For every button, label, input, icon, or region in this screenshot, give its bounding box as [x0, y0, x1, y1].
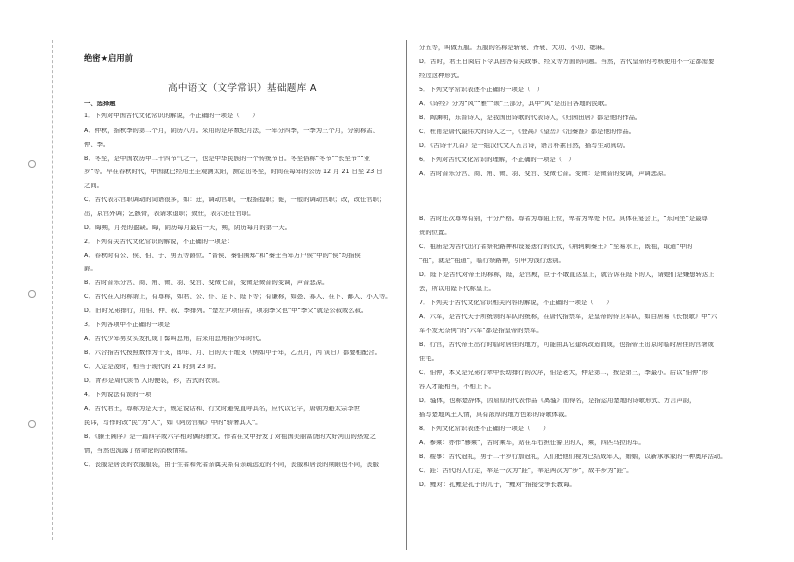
text-line: 分五等，叫做五服。五服的名称是斩衰、齐衰、大功、小功、缌麻。 — [419, 45, 609, 51]
text-line: B．稷事：古代冠礼，男子二十岁行加冠礼，人们把他们视为已结成年人，婚姻，以新承承家的一种奥序活动。 — [419, 454, 727, 460]
text-line: 4．下列说法有误的一项 — [84, 392, 152, 398]
binding-margin — [12, 40, 53, 540]
text-line: A．古代少年男女头发扎成丫髻叫总角，后来用总角指少年时代。 — [84, 336, 266, 342]
text-line: D．旧时兄弟排行，用伯、仲、叔、季排列。“楚左尹项伯者，项羽季父也”中“季父”就是公叔或么叔。 — [84, 308, 368, 314]
text-line: 住宅。 — [419, 356, 438, 362]
text-line: D．古时，君王日阅后下令其回答有关政事、经义等方面的问题。当然，古代皇帝的考核使用不一定都需要 — [419, 59, 715, 65]
text-line: B．行宫，古代帝王出行时临时居住的地方，可能由其它建筑改造而成，也指帝王出京时临时居住的宫署或 — [419, 342, 714, 348]
text-line: 经过这种形式。 — [419, 73, 464, 79]
text-line: B．古时音乐分宫、商、角、徵、羽、变宫、变徵七音，变徵是徵音的变调，声音悲凉。 — [84, 280, 329, 286]
secret-label: 绝密★启用前 — [84, 53, 133, 63]
binding-hole — [28, 160, 36, 168]
text-line: B．陶渊明，东晋诗人，是我国田诗歌的代表诗人，《归园田居》都是他的作品。 — [419, 115, 642, 121]
text-line: D．青衫是周代读书 人的便装，衫，古式的衣领。 — [84, 378, 224, 384]
text-line: C．人定是凌时，相当于现代的 21 时到 23 时。 — [84, 364, 220, 370]
text-line: 爵。 — [84, 266, 97, 272]
text-line: A．春秋时有公、侯、伯、子、男五等爵位。“晋侯、秦伯围郑”和“秦士当年万户侯”中的“侯”均指侯 — [84, 253, 361, 259]
text-line: D．鲤对：孔鲤是孔子的儿子，“鲤对”指接受争长教诲。 — [419, 482, 576, 488]
text-line: 之间。 — [84, 183, 103, 189]
text-line: 5．下列文学常识表述不正确的一项是（ ） — [419, 87, 544, 93]
text-line: 2．下列有关古代文化常识的解说，不正确的一项是： — [84, 239, 234, 245]
text-line: 情，当然也流露了宿命论的消极情绪。 — [84, 448, 192, 454]
binding-hole — [28, 420, 36, 428]
text-line: 8．下列文化常识表述不正确的一项是（ ） — [419, 426, 550, 432]
text-line: 贵的位置。 — [419, 230, 451, 236]
page-title: 高中语文（文学常识）基础题库 A — [168, 83, 317, 94]
text-line: B．古时庄次尊卑有别，十分严格。尊者为尊阻上位，卑者为卑处下位。具体在宴会上，“东向坐”是最尊 — [419, 216, 708, 222]
text-line: C．伯仲，本义是兄弟行辈中长幼排行的次序，伯是老大，仲是第二，按是第三，季最小。后以“伯仲”形 — [419, 370, 708, 376]
text-line: D．骚体，也称楚辞体，因屈原的代表作品《离骚》而得名，是指运用楚地的诗歌形式、方言声韵， — [419, 398, 696, 404]
text-line: 军不发无奈何”的“六军”都是指皇帝的禁军。 — [419, 328, 543, 334]
text-line: C．跬：古代的人行走，举足一次为“跬”，举足两次为“步”，故半步为“跬”。 — [419, 468, 633, 474]
text-line: B．六合指古代按照数作为干支，即年、月、日的天干地支（例如甲子年，乙丑月，丙 寅日）都要相配合。 — [84, 350, 381, 356]
text-line: C．古代在人的称谓上，有尊称，如君、公、仆、足下、陛下等；有谦称，如愚、寡人、在下、鄙人、小人等。 — [84, 294, 392, 300]
text-line: A．古代君王，尊称为是天子，规定说话和、行文时避免直呼其名，应代以它字，唐朝为避太宗李世 — [84, 406, 360, 412]
text-line: 6．下列对古代文化常识的理解，不正确的一项是（ ） — [419, 157, 575, 163]
text-line: 7．下列关于古代文化常识相关内容的解说，不正确的一项是（ ） — [419, 300, 613, 306]
text-line: A．参乘：亦作“骖乘”，古时乘车，站在车右担任警卫的人，乘，四匹马拉的车。 — [419, 440, 645, 446]
text-line: A．仲秋，指秋季的第二个月，阴历八月。采用的是序数纪月法，一年分四季，一季为三个月，分别称孟、 — [84, 128, 379, 134]
text-line: B．冬至，是中国农历中二十四节气之一，也是中华民族的一个传统节日。冬至俗称“冬节”“长至节”“亚 — [84, 156, 371, 162]
text-line: D．陛下是古代对帝王的称称，陛，是宫殿，臣子不敢直达皇上，就告诉在陛下的人，请她们是嫌想转达上 — [419, 272, 715, 278]
text-line: 描写楚地风土人情，具有浓厚的地方色彩的诗歌体裁。 — [419, 412, 571, 418]
text-line: 民讳，写作时改“民”为“人”，如《阿房宫赋》中的“骄奢其人”。 — [84, 420, 262, 426]
text-line: 仲、季。 — [84, 142, 110, 148]
text-line: C．祖庙是为古代出行者祭祀路神和设宴送行的仪式，《荆轲刺秦王》“至易水上，既祖，取道”中的 — [419, 244, 693, 250]
text-line: “祖”，就是“祖道”，临行祭路神，引申为饯行送别。 — [419, 258, 565, 264]
text-line: C．古代表示官职调动的词语很多，如：迁，调动官职，一般指提职；徙，一般的调动官职；改，改任官职； — [84, 197, 386, 203]
text-line: C．杜甫是唐代最伟大的诗人之一，《登高》《望岳》《泊秦淮》都是他的作品。 — [419, 129, 636, 135]
text-line: D．《古诗十九首》是一组汉代文人五言诗，语言朴素自然，描写生动真切。 — [419, 143, 630, 149]
column-divider — [406, 40, 407, 550]
text-line: 容人才能相当，不相上下。 — [419, 384, 495, 390]
text-line: A．六军，是古代天子所统领的军队的统称，在唐代指禁军，是皇帝的侍卫军队，如白居易《长恨歌》中“六 — [419, 314, 718, 320]
text-line: D．晦朔，月亮的盈缺。晦，阴历每月最后一天，朔，阴历每月的第一天。 — [84, 225, 292, 231]
text-line: 去，所以用陛下代称皇上。 — [419, 286, 495, 292]
text-line: A．《诗经》分为“风”“雅”“颂”三部分，其中“风”是出自各地的民歌。 — [419, 101, 611, 107]
text-line: 岁”等。早在春秋时代，中国就已经用土圭观测太阳，测定出冬至，时间在每年的公历 12 月 21 日至 23 日 — [84, 169, 383, 175]
section-heading: 一、选择题 — [84, 101, 116, 107]
text-line: B．《滕王阁序》是一篇四字或六字相对偶的骈文。作者在文中抒发了对祖国美丽富饶的大好河山的热爱之 — [84, 434, 376, 440]
text-line: A．古时音乐分宫、商、角、徵、羽、变宫、变徵七音。变徵：是徵音的变调，声调悲凉。 — [419, 171, 670, 177]
text-line: 出，京官外调；乞骸骨，表请求退职；致仕，表示还任官职。 — [84, 211, 255, 217]
text-line: 3．下列各项中不正确的一项是 — [84, 322, 171, 328]
binding-hole — [28, 290, 36, 298]
text-line: 1．下列对中国古代文化常识的解说，不正确的一项是（ ） — [84, 113, 259, 119]
text-line: C．丧服是居丧的衣服服装，由于生者和死者亲属关系有亲疏远近的不同，丧服和居丧的期限也不同，丧服 — [84, 462, 379, 468]
